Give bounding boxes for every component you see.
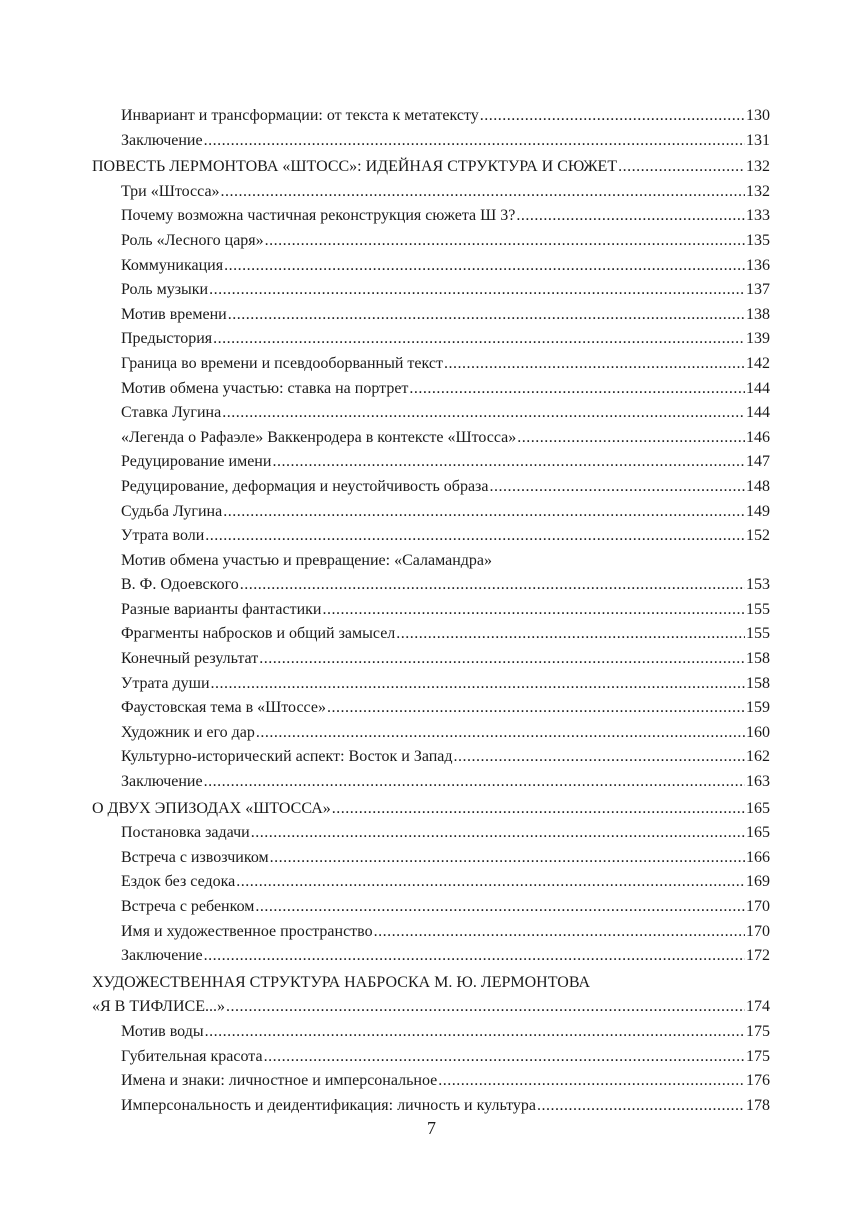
toc-entry-title: «Легенда о Рафаэле» Ваккенродера в контексте «Штосса»: [121, 428, 517, 446]
toc-entry-page: 137: [746, 281, 770, 299]
toc-entry-title: Ставка Лугина: [121, 404, 222, 422]
toc-entry-title: Судьба Лугина: [121, 502, 223, 520]
toc-entry-page: 144: [746, 404, 770, 422]
toc-entry-title: Фрагменты набросков и общий замысел: [121, 625, 396, 643]
page-number: 7: [427, 1118, 436, 1138]
toc-entry: [92, 204, 770, 229]
toc-entry-title: Граница во времени и псевдооборванный текст: [121, 354, 443, 372]
toc-section-entry: [92, 797, 770, 822]
toc-entry: [92, 770, 770, 795]
toc-entry-title: Инвариант и трансформации: от текста к метатексту: [121, 107, 479, 124]
toc-leader-dots: [259, 647, 745, 672]
toc-entry: [92, 895, 770, 920]
toc-entry-page: 165: [746, 799, 770, 817]
toc-entry-title: Мотив времени: [121, 305, 227, 323]
toc-entry-title: «Я В ТИФЛИСЕ...»: [92, 998, 225, 1016]
toc-entry-page: 178: [746, 1096, 770, 1114]
toc-entry-page: 176: [746, 1072, 770, 1090]
toc-leader-dots: [265, 229, 745, 254]
toc-entry: [92, 549, 770, 574]
toc-leader-dots: [251, 821, 745, 846]
toc-entry: [92, 920, 770, 945]
toc-entry: [92, 475, 770, 500]
toc-entry-title: ПОВЕСТЬ ЛЕРМОНТОВА «ШТОСС»: ИДЕЙНАЯ СТРУКТУРА И СЮЖЕТ: [92, 158, 618, 176]
toc-entry-page: 175: [746, 1022, 770, 1040]
toc-entry-title: Редуцирование, деформация и неустойчивость образа: [121, 477, 489, 495]
toc-leader-dots: [224, 254, 745, 279]
toc-entry: [92, 622, 770, 647]
toc-leader-dots: [205, 524, 745, 549]
toc-entry: [92, 180, 770, 205]
toc-entry: [92, 229, 770, 254]
toc-entry-title: Роль «Лесного царя»: [121, 231, 264, 249]
toc-leader-dots: [205, 1020, 745, 1045]
toc-leader-dots: [396, 622, 745, 647]
toc-entry: [92, 598, 770, 623]
toc-entry-title: Роль музыки: [121, 281, 209, 299]
toc-leader-dots: [489, 475, 745, 500]
toc-leader-dots: [223, 500, 745, 525]
toc-entry-page: 172: [746, 947, 770, 965]
toc-entry-page: 170: [746, 898, 770, 915]
toc-entry: [92, 401, 770, 426]
toc-entry-title: Имена и знаки: личностное и имперсональное: [121, 1072, 438, 1090]
toc-entry-page: 138: [746, 305, 770, 323]
toc-entry-title: Фаустовская тема в «Штоссе»: [121, 699, 326, 717]
toc-entry: [92, 1069, 770, 1094]
toc-entry-page: 148: [746, 477, 770, 495]
toc-entry: [92, 821, 770, 846]
toc-entry-title: Заключение: [121, 947, 203, 965]
toc-leader-dots: [264, 1045, 745, 1070]
toc-entry: [92, 352, 770, 377]
toc-entry-title: Заключение: [121, 773, 203, 791]
toc-entry: [92, 377, 770, 402]
toc-leader-dots: [480, 104, 745, 129]
toc-entry-page: 165: [746, 824, 770, 842]
toc-entry-page: 174: [746, 998, 770, 1016]
toc-entry: [92, 104, 770, 129]
toc-leader-dots: [226, 995, 745, 1020]
toc-leader-dots: [256, 721, 745, 746]
toc-entry: [92, 721, 770, 746]
toc-leader-dots: [537, 1094, 745, 1119]
toc-entry-title: Редуцирование имени: [121, 453, 272, 471]
toc-leader-dots: [438, 1069, 745, 1094]
toc-section-entry: [92, 971, 770, 996]
toc-entry-title: О ДВУХ ЭПИЗОДАХ «ШТОССА»: [92, 799, 331, 817]
toc-entry-title: В. Ф. Одоевского: [121, 576, 239, 594]
toc-entry: [92, 870, 770, 895]
toc-entry: [92, 647, 770, 672]
toc-entry-page: 147: [746, 453, 770, 471]
toc-entry-page: 131: [746, 131, 770, 149]
toc-entry-title: Имя и художественное пространство: [121, 922, 373, 940]
toc-entry: [92, 278, 770, 303]
toc-entry-page: 142: [746, 354, 770, 372]
toc-entry-page: 160: [746, 723, 770, 741]
toc-leader-dots: [374, 920, 745, 945]
toc-entry-page: 135: [746, 231, 770, 249]
toc-entry-page: 152: [746, 527, 770, 545]
table-of-contents: [92, 104, 770, 1118]
toc-entry-title: Заключение: [121, 131, 203, 149]
toc-entry-page: 159: [746, 699, 770, 717]
toc-entry: [92, 1094, 770, 1119]
toc-leader-dots: [213, 327, 745, 352]
toc-section-entry: [92, 155, 770, 180]
toc-entry: [92, 1045, 770, 1070]
toc-leader-dots: [454, 745, 745, 770]
toc-entry: [92, 696, 770, 721]
toc-leader-dots: [221, 180, 745, 205]
toc-entry: [92, 573, 770, 598]
toc-entry-page: 130: [746, 107, 770, 124]
toc-entry-page: 166: [746, 848, 770, 866]
toc-leader-dots: [516, 204, 745, 229]
toc-entry-page: 136: [746, 256, 770, 274]
toc-entry-title: Утрата воли: [121, 527, 205, 545]
toc-entry-page: 162: [746, 748, 770, 766]
toc-entry: [92, 303, 770, 328]
toc-entry: [92, 672, 770, 697]
toc-entry-page: 153: [746, 576, 770, 594]
toc-entry-title: Встреча с ребенком: [121, 898, 255, 915]
toc-entry-page: 155: [746, 600, 770, 618]
toc-leader-dots: [204, 944, 745, 969]
toc-leader-dots: [228, 303, 745, 328]
toc-entry-title: Предыстория: [121, 330, 213, 348]
toc-entry-page: 163: [746, 773, 770, 791]
toc-entry: [92, 327, 770, 352]
toc-entry-page: 170: [746, 922, 770, 940]
toc-entry-title: Коммуникация: [121, 256, 224, 274]
toc-entry: [92, 500, 770, 525]
toc-leader-dots: [272, 450, 745, 475]
toc-entry-title: Три «Штосса»: [121, 182, 220, 200]
toc-leader-dots: [240, 573, 745, 598]
toc-entry: [92, 426, 770, 451]
toc-entry-title: ХУДОЖЕСТВЕННАЯ СТРУКТУРА НАБРОСКА М. Ю. ЛЕРМОНТОВА: [92, 973, 591, 991]
toc-leader-dots: [222, 401, 745, 426]
toc-entry-title: Мотив обмена участью и превращение: «Саламандра»: [121, 551, 492, 569]
toc-leader-dots: [444, 352, 745, 377]
toc-entry-page: 158: [746, 650, 770, 668]
toc-entry-title: Ездок без седока: [121, 873, 236, 891]
toc-entry-title: Конечный результат: [121, 650, 259, 668]
toc-entry-page: 139: [746, 330, 770, 348]
toc-entry: [92, 745, 770, 770]
toc-leader-dots: [618, 155, 745, 180]
toc-entry-title: Мотив воды: [121, 1022, 204, 1040]
toc-entry-title: Встреча с извозчиком: [121, 848, 269, 866]
toc-entry: [92, 944, 770, 969]
toc-entry-page: 133: [746, 207, 770, 225]
toc-entry-page: 144: [746, 379, 770, 397]
toc-entry-title: Разные варианты фантастики: [121, 600, 322, 618]
toc-entry: [92, 1020, 770, 1045]
toc-entry-title: Имперсональность и деидентификация: личность и культура: [121, 1096, 537, 1114]
toc-entry: [92, 129, 770, 154]
toc-entry-page: 155: [746, 625, 770, 643]
toc-entry: [92, 846, 770, 871]
toc-entry-title: Постановка задачи: [121, 824, 250, 842]
toc-entry: [92, 524, 770, 549]
toc-leader-dots: [209, 278, 745, 303]
toc-leader-dots: [327, 696, 745, 721]
toc-entry-page: 132: [746, 158, 770, 176]
toc-leader-dots: [204, 770, 745, 795]
toc-entry-title: Губительная красота: [121, 1047, 263, 1065]
toc-entry-page: 146: [746, 428, 770, 446]
toc-entry-page: 175: [746, 1047, 770, 1065]
toc-entry-title: Культурно-исторический аспект: Восток и Запад: [121, 748, 453, 766]
toc-leader-dots: [322, 598, 745, 623]
toc-leader-dots: [332, 797, 745, 822]
toc-entry-title: Почему возможна частичная реконструкция сюжета Ш 3?: [121, 207, 516, 225]
toc-section-entry: [92, 995, 770, 1020]
toc-leader-dots: [409, 377, 745, 402]
toc-leader-dots: [236, 870, 745, 895]
toc-entry-title: Мотив обмена участью: ставка на портрет: [121, 379, 409, 397]
toc-leader-dots: [517, 426, 745, 451]
toc-entry: [92, 450, 770, 475]
toc-entry: [92, 254, 770, 279]
toc-leader-dots: [211, 672, 745, 697]
toc-entry-page: 149: [746, 502, 770, 520]
toc-entry-title: Утрата души: [121, 674, 210, 692]
toc-entry-page: 132: [746, 182, 770, 200]
toc-leader-dots: [270, 846, 745, 871]
toc-entry-title: Художник и его дар: [121, 723, 255, 741]
toc-entry-page: 158: [746, 674, 770, 692]
toc-leader-dots: [204, 129, 745, 154]
toc-entry-page: 169: [746, 873, 770, 891]
toc-leader-dots: [255, 895, 745, 920]
